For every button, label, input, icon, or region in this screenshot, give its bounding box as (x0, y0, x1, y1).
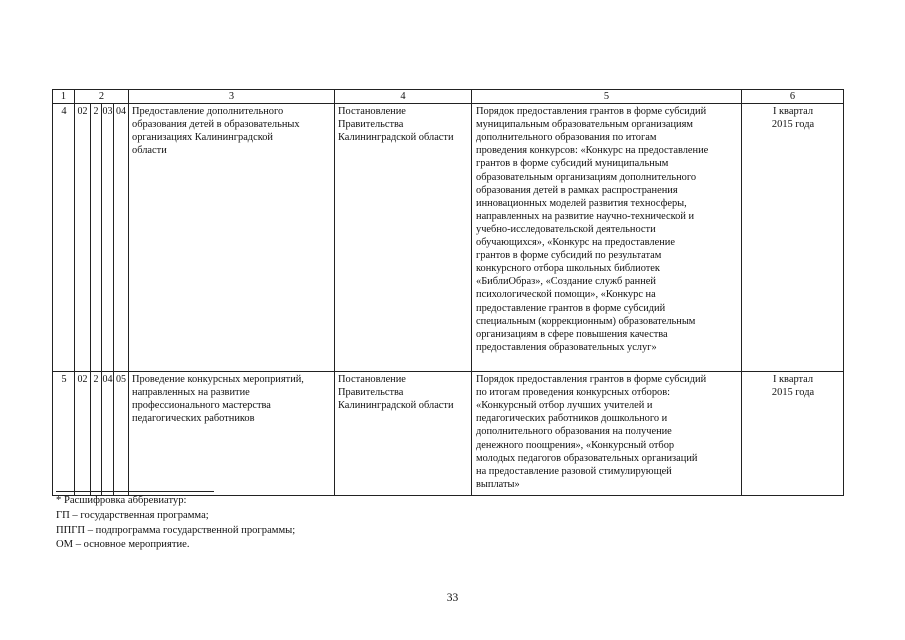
header-cell-1: 1 (53, 90, 75, 104)
measure-name-cell: Проведение конкурсных мероприятий, направленных на развитие профессионального мастерства педагогических работников (129, 372, 335, 496)
header-cell-6: 6 (742, 90, 844, 104)
code-cell: 04 (114, 104, 129, 372)
header-cell-4: 4 (335, 90, 472, 104)
procedure-cell: Порядок предоставления грантов в форме субсидий муниципальным образовательным организациям дополнительного образования по итогам проведения конкурсов: «Конкурс на предоставление грантов в форме субсидий муниципальным образовательным организациям дополнительного образования детей в рамках распространения инновационных моделей развития техносферы, направленных на развитие научно-технической и учебно-исследовательской деятельности обучающихся», «Конкурс на предоставление грантов в форме субсидий по результатам конкурсного отбора школьных библиотек «БиблиОбраз», «Создание служб ранней психологической помощи», «Конкурс на предоставление грантов в форме субсидий специальным (коррекционным) образовательным организациям в сфере повышения качества предоставления образовательных услуг» (472, 104, 742, 372)
table-row (53, 372, 844, 496)
measure-name-cell: Предоставление дополнительного образования детей в образовательных организациях Калининградской области (129, 104, 335, 372)
legal-act-cell: Постановление Правительства Калининградской области (335, 104, 472, 372)
footnotes (56, 494, 295, 553)
table-header-row (53, 90, 844, 104)
footnote-line: ГП – государственная программа; (56, 509, 209, 521)
code-cell: 2 (91, 372, 102, 496)
code-cell: 03 (102, 104, 114, 372)
footnote-line: ОМ – основное мероприятие. (56, 539, 190, 551)
header-cell-5: 5 (472, 90, 742, 104)
footnote-divider (56, 491, 214, 492)
code-cell: 02 (75, 372, 91, 496)
code-cell: 02 (75, 104, 91, 372)
code-cell: 04 (102, 372, 114, 496)
header-cell-2: 2 (75, 90, 129, 104)
footnote-line: ППГП – подпрограмма государственной программы; (56, 524, 296, 536)
deadline-cell: I квартал 2015 года (742, 104, 844, 372)
footnote-line: * Расшифровка аббревиатур: (56, 495, 187, 506)
deadline-cell: I квартал 2015 года (742, 372, 844, 496)
legal-act-cell: Постановление Правительства Калининградской области (335, 372, 472, 496)
row-number: 4 (53, 104, 75, 372)
header-cell-3: 3 (129, 90, 335, 104)
code-cell: 2 (91, 104, 102, 372)
page-number: 33 (446, 592, 459, 604)
code-cell: 05 (114, 372, 129, 496)
measures-table (52, 89, 844, 496)
row-number: 5 (53, 372, 75, 496)
procedure-cell: Порядок предоставления грантов в форме субсидий по итогам проведения конкурсных отборов: «Конкурсный отбор лучших учителей и педагогических работников дошкольного и дополнительного образования на получение денежного поощрения», «Конкурсный отбор молодых педагогов образовательных организаций на предоставление разовой стимулирующей выплаты» (472, 372, 742, 496)
table-row (53, 104, 844, 372)
